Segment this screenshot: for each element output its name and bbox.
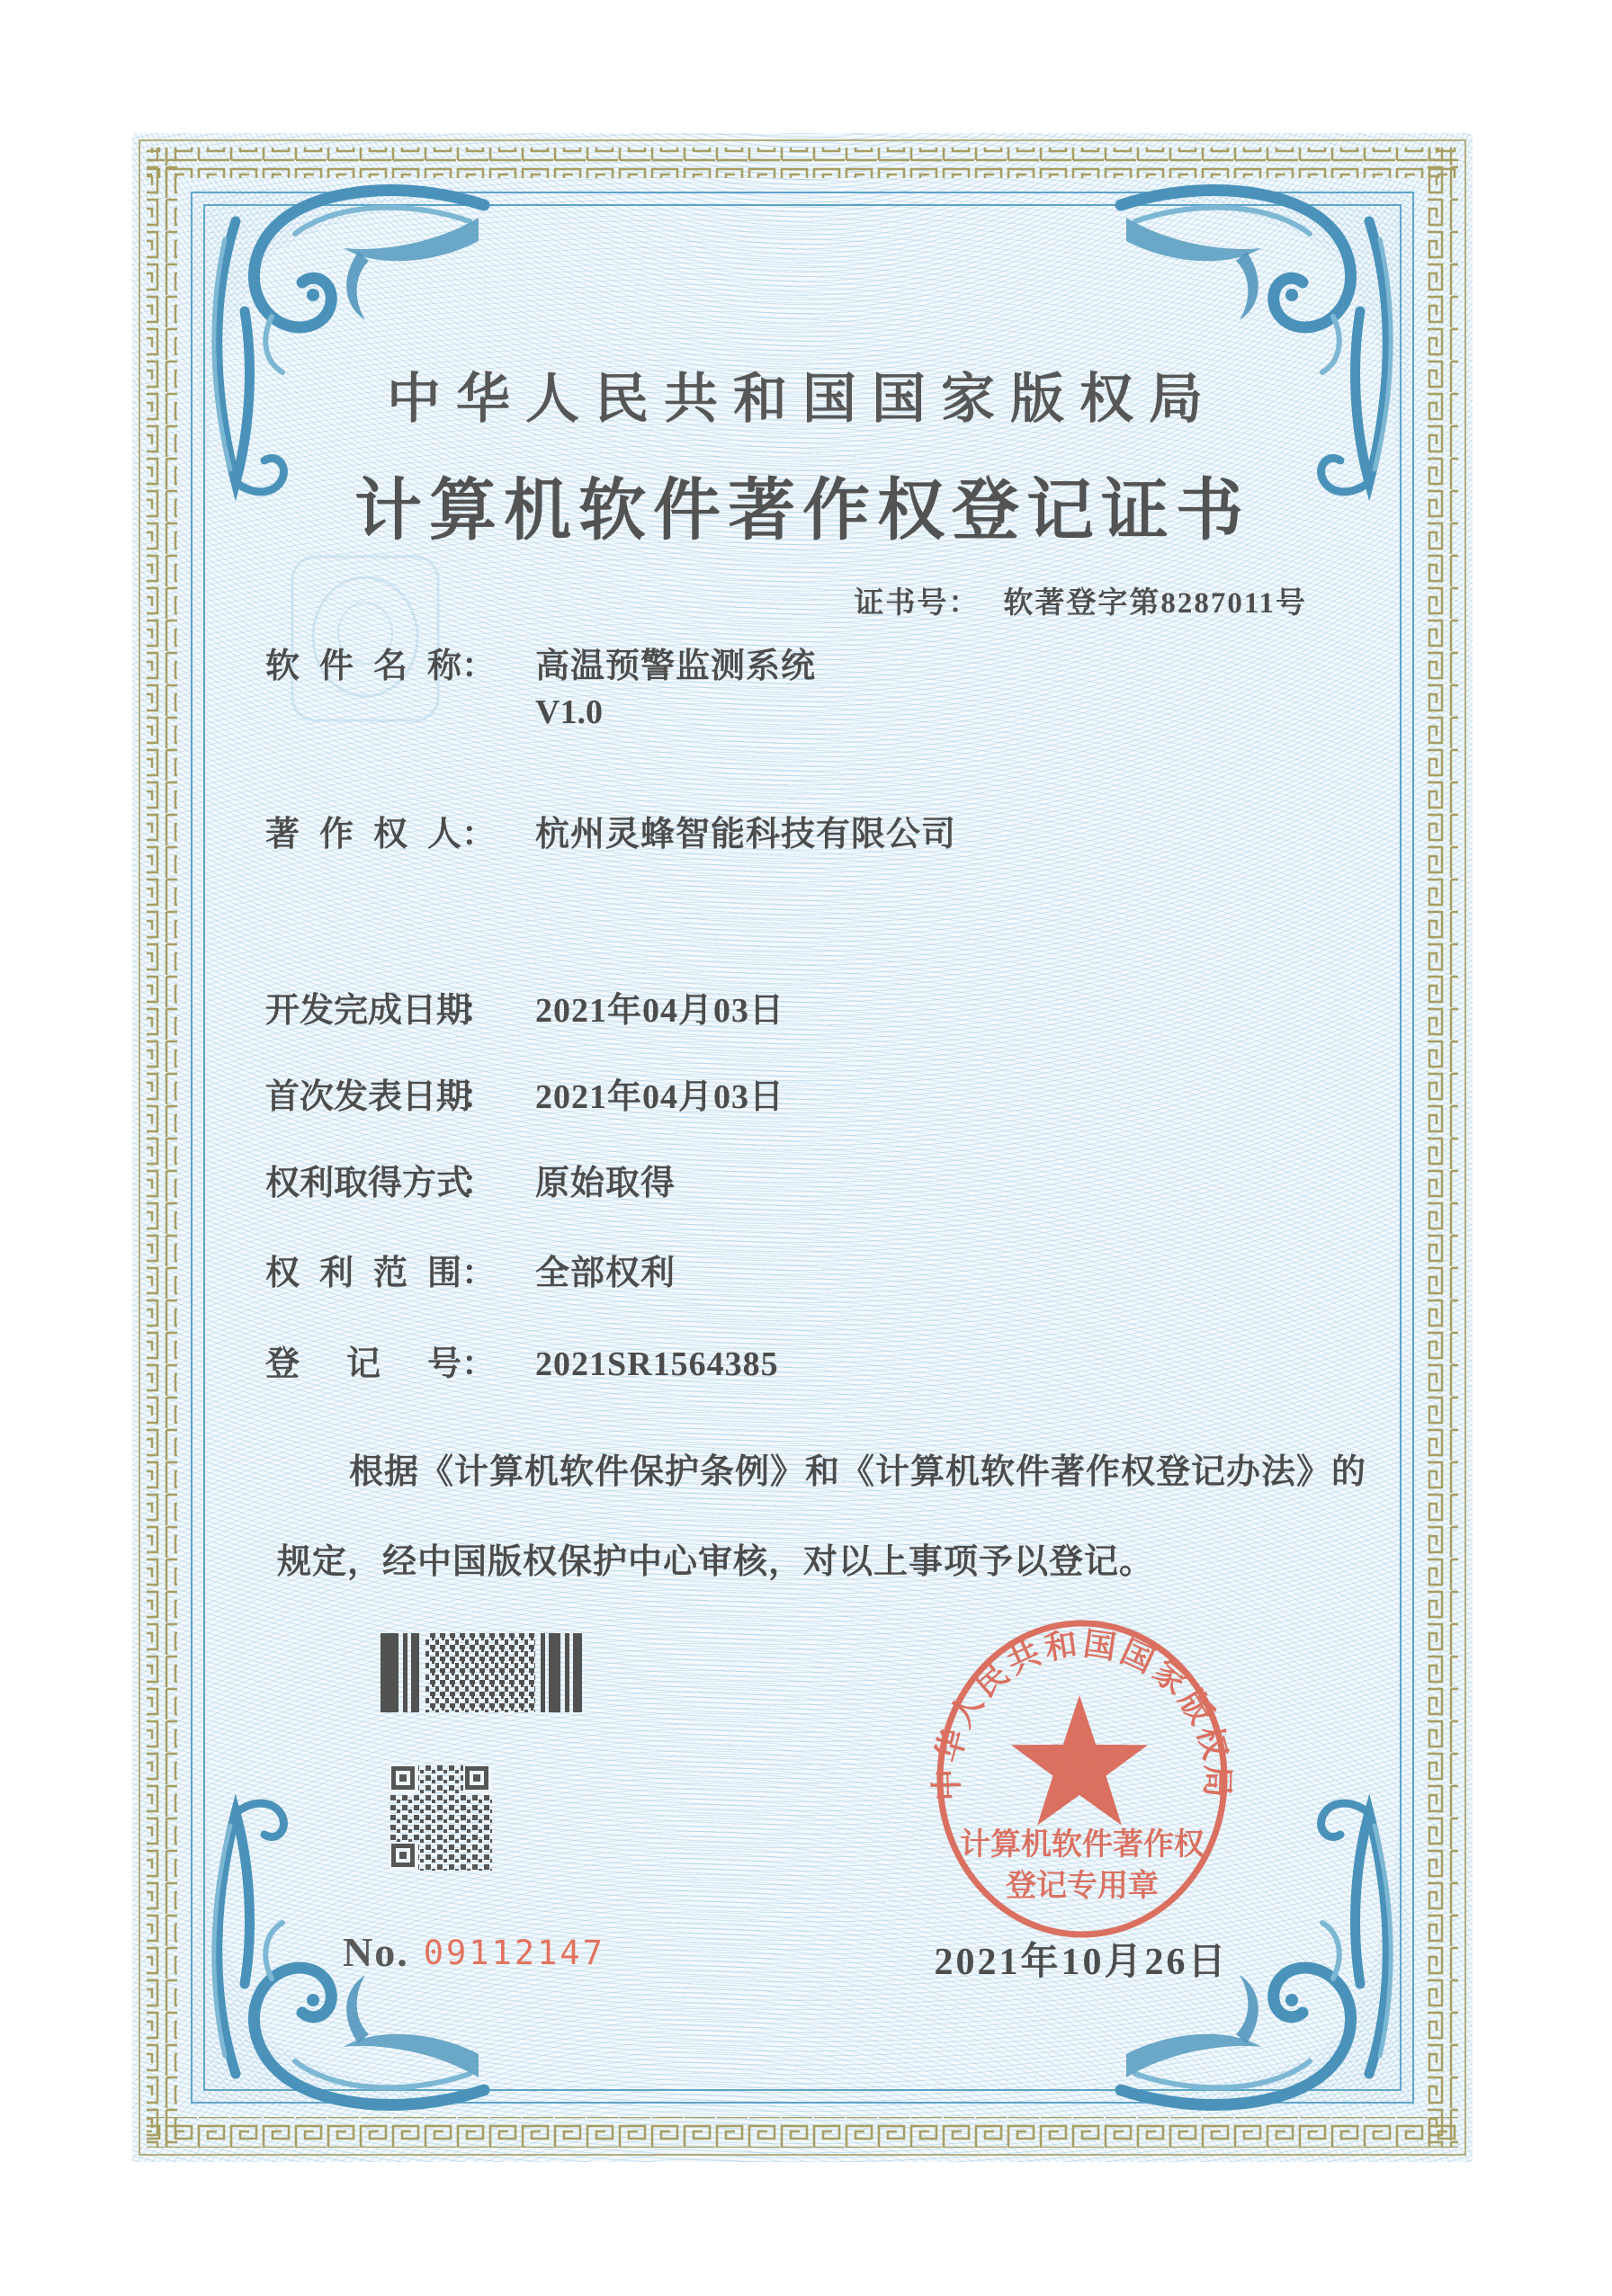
registration-number-value: 2021SR1564385	[535, 1345, 779, 1383]
seal-text-line1: 计算机软件著作权	[960, 1828, 1205, 1862]
certificate-body	[132, 133, 1473, 2162]
barcode	[381, 1633, 582, 1712]
greek-key-border-right	[1428, 147, 1458, 2148]
issue-date: 2021年10月26日	[934, 1942, 1229, 1983]
official-seal-stamp	[911, 1581, 1253, 1959]
legal-text-line-2: 规定，经中国版权保护中心审核，对以上事项予以登记。	[277, 1543, 1155, 1581]
greek-key-border-top	[147, 147, 1458, 178]
seal-text-line2: 登记专用章	[1006, 1870, 1159, 1903]
field-label: 登记号	[265, 1345, 461, 1383]
software-version-value: V1.0	[535, 693, 603, 731]
certificate-number-label: 证书号：	[854, 587, 981, 620]
field-row-software-name	[265, 646, 817, 687]
seal-star-icon	[1011, 1695, 1148, 1826]
greek-key-border-bottom	[147, 2117, 1458, 2148]
field-label: 著作权人	[265, 816, 461, 853]
field-colon: ：	[461, 992, 497, 1030]
outer-boundary-line	[139, 140, 1465, 2155]
legal-text-line-1: 根据《计算机软件保护条例》和《计算机软件著作权登记办法》的	[349, 1453, 1367, 1491]
field-label: 开发完成日期	[265, 992, 471, 1030]
certificate-number-value: 软著登字第8287011号	[1003, 587, 1307, 620]
field-row-registration-number	[265, 1344, 779, 1385]
field-label: 软件名称	[265, 648, 461, 685]
field-label: 首次发表日期	[265, 1078, 471, 1116]
field-row-first-publish-date	[265, 1077, 785, 1118]
serial-number-line	[343, 1928, 605, 1976]
rights-scope-value: 全部权利	[535, 1255, 676, 1292]
authority-title: 中华人民共和国国家版权局	[387, 370, 1218, 429]
field-label: 权利取得方式	[265, 1165, 471, 1202]
certificate-number-line	[854, 579, 1307, 621]
field-row-rights-acquisition	[265, 1163, 676, 1204]
field-colon: ：	[461, 1165, 497, 1202]
greek-key-border-left	[147, 147, 177, 2148]
embossed-emblem-watermark	[292, 557, 438, 720]
software-name-value: 高温预警监测系统	[535, 648, 817, 685]
corner-flourish-top-left	[189, 189, 488, 492]
field-label: 权利范围	[265, 1255, 461, 1292]
seal-ring-text: 中华人民共和国国家版权局	[928, 1625, 1236, 1801]
field-colon: ：	[461, 1078, 497, 1116]
field-colon: ：	[461, 1255, 497, 1292]
field-colon: ：	[461, 1345, 497, 1383]
corner-flourish-top-right	[1117, 189, 1416, 492]
field-colon: ：	[461, 816, 497, 853]
field-row-dev-complete-date	[265, 990, 785, 1032]
copyright-owner-value: 杭州灵蜂智能科技有限公司	[535, 816, 957, 853]
serial-prefix: No.	[343, 1929, 409, 1975]
field-colon: ：	[461, 648, 497, 685]
rights-acquisition-value: 原始取得	[535, 1165, 676, 1202]
dev-complete-date-value: 2021年04月03日	[535, 992, 785, 1030]
field-row-copyright-owner	[265, 814, 957, 855]
serial-number: 09112147	[423, 1934, 605, 1972]
border-ornament-graphic	[132, 133, 1473, 2162]
qr-code	[390, 1764, 492, 1871]
field-row-rights-scope	[265, 1253, 676, 1294]
first-publish-date-value: 2021年04月03日	[535, 1078, 785, 1116]
certificate-title: 计算机软件著作权登记证书	[354, 474, 1250, 549]
